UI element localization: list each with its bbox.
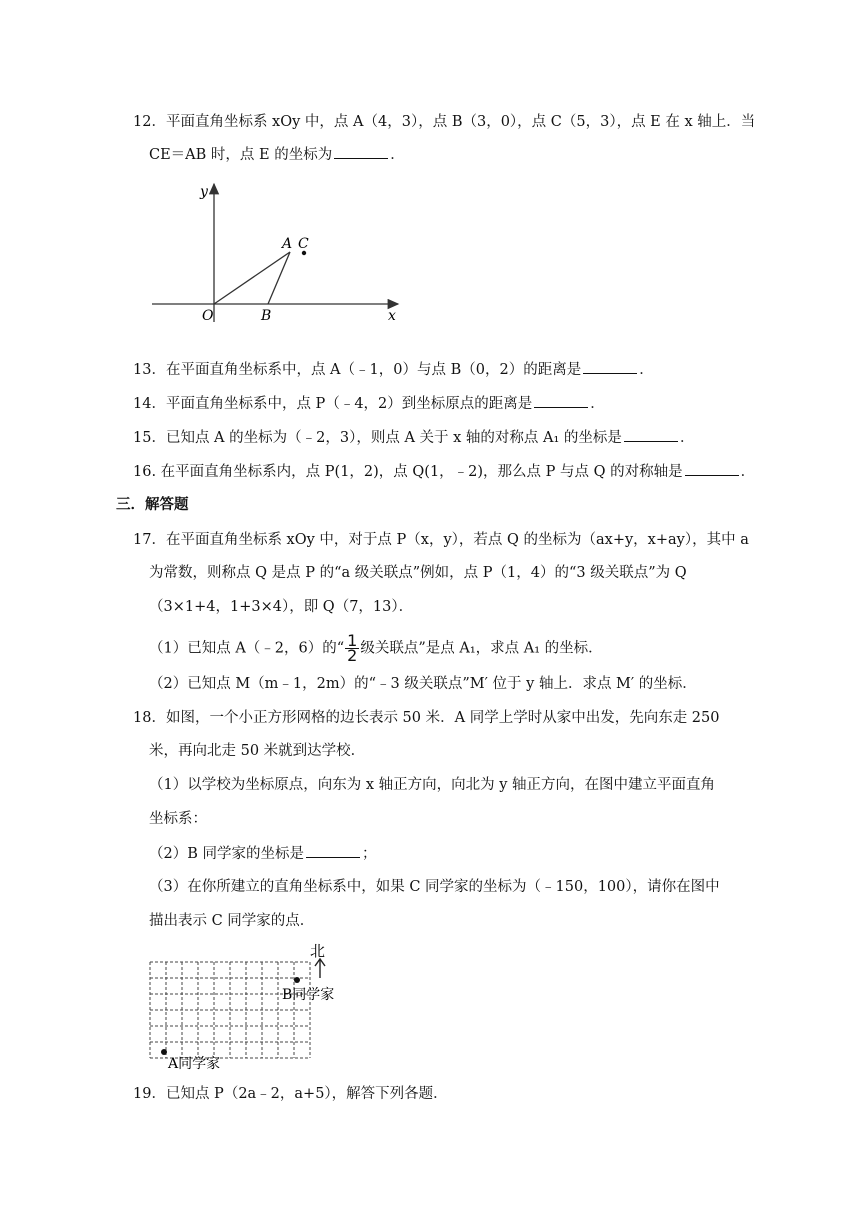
fraction-numerator: 1 (347, 631, 358, 650)
q15 (133, 427, 694, 448)
q18-line1: 18．如图，一个小正方形网格的边长表示 50 米．A 同学上学时从家中出发，先向东走 250 (133, 710, 720, 726)
q18-sub3-line2: 描出表示 C 同学家的点． (149, 913, 315, 929)
q18-grid-figure (140, 938, 360, 1072)
q15-end: ． (679, 430, 695, 446)
q17-sub2: （2）已知点 M（m﹣1，2m）的“﹣3 级关联点”M′ 位于 y 轴上．求点 M′ 的坐标． (149, 676, 697, 692)
q18-sub2 (149, 843, 377, 864)
q14-end: ． (590, 396, 605, 412)
q17-line1: 17．在平面直角坐标系 xOy 中，对于点 P（x，y），若点 Q 的坐标为（ax+y，x+ay），其中 a (133, 532, 749, 548)
q19: 19．已知点 P（2a﹣2，a+5），解答下列各题． (133, 1086, 448, 1102)
q13-text: 13．在平面直角坐标系中，点 A（﹣1，0）与点 B（0，2）的距离是 (133, 362, 582, 378)
answer-blank[interactable] (685, 461, 739, 476)
q17-sub1-end: 级关联点”是点 A₁，求点 A₁ 的坐标． (360, 640, 603, 657)
q12-line2-end: ． (390, 147, 405, 163)
q18-sub1-line2: 坐标系： (149, 811, 207, 827)
q18-sub1-line1: （1）以学校为坐标原点，向东为 x 轴正方向，向北为 y 轴正方向，在图中建立平面直角 (149, 777, 716, 793)
q16-text: 16. 在平面直角坐标系内，点 P(1，2)，点 Q(1，﹣2)，那么点 P 与点 Q 的对称轴是 (133, 464, 683, 480)
y-axis-label: y (200, 184, 208, 200)
point-a-label: A (282, 236, 293, 252)
q16-end: ． (740, 464, 756, 480)
q17-sub1-text: （1）已知点 A（﹣2，6）的“ (149, 640, 345, 657)
q14-text: 14．平面直角坐标系中，点 P（﹣4，2）到坐标原点的距离是 (133, 396, 533, 412)
answer-blank[interactable] (534, 393, 588, 408)
answer-blank[interactable] (306, 843, 360, 858)
q12-coordinate-figure (150, 176, 410, 326)
answer-blank[interactable] (583, 359, 637, 374)
point-c-label: C (298, 236, 309, 252)
q14 (133, 393, 605, 414)
q17-line3: （3×1+4，1+3×4），即 Q（7，13）． (149, 599, 414, 615)
q16 (133, 461, 755, 482)
q17-sub1 (149, 631, 603, 665)
section-title: 三．解答题 (116, 496, 189, 513)
q15-text: 15．已知点 A 的坐标为（﹣2，3），则点 A 关于 x 轴的对称点 A₁ 的坐标是 (133, 430, 622, 446)
fraction-denominator: 2 (347, 646, 358, 665)
x-axis-label: x (388, 308, 396, 324)
origin-label: O (202, 308, 214, 324)
fraction (345, 631, 359, 665)
point-a (161, 1049, 167, 1055)
answer-blank[interactable] (624, 427, 678, 442)
q13 (133, 359, 654, 380)
q12-line2-text: CE＝AB 时，点 E 的坐标为 (149, 147, 333, 163)
q12-line2 (149, 144, 405, 165)
q18-sub3-line1: （3）在你所建立的直角坐标系中，如果 C 同学家的坐标为（﹣150，100），请你在图中 (149, 879, 720, 895)
q18-sub2-end: ； (362, 846, 377, 862)
point-b-label: B同学家 (282, 987, 335, 1003)
answer-blank[interactable] (334, 144, 388, 159)
north-label: 北 (310, 942, 326, 960)
q12-line1: 12．平面直角坐标系 xOy 中，点 A（4，3），点 B（3，0），点 C（5，3），点 E 在 x 轴上．当 (133, 114, 756, 130)
q18-line2: 米，再向北走 50 米就到达学校． (149, 743, 366, 759)
q18-sub2-text: （2）B 同学家的坐标是 (149, 846, 304, 862)
point-b-label: B (261, 308, 272, 324)
point-b (294, 977, 300, 983)
point-a-label: A同学家 (168, 1056, 221, 1072)
q17-line2: 为常数，则称点 Q 是点 P 的“a 级关联点”例如，点 P（1，4）的“3 级关联点”为 Q (149, 565, 687, 581)
q13-end: ． (639, 362, 654, 378)
